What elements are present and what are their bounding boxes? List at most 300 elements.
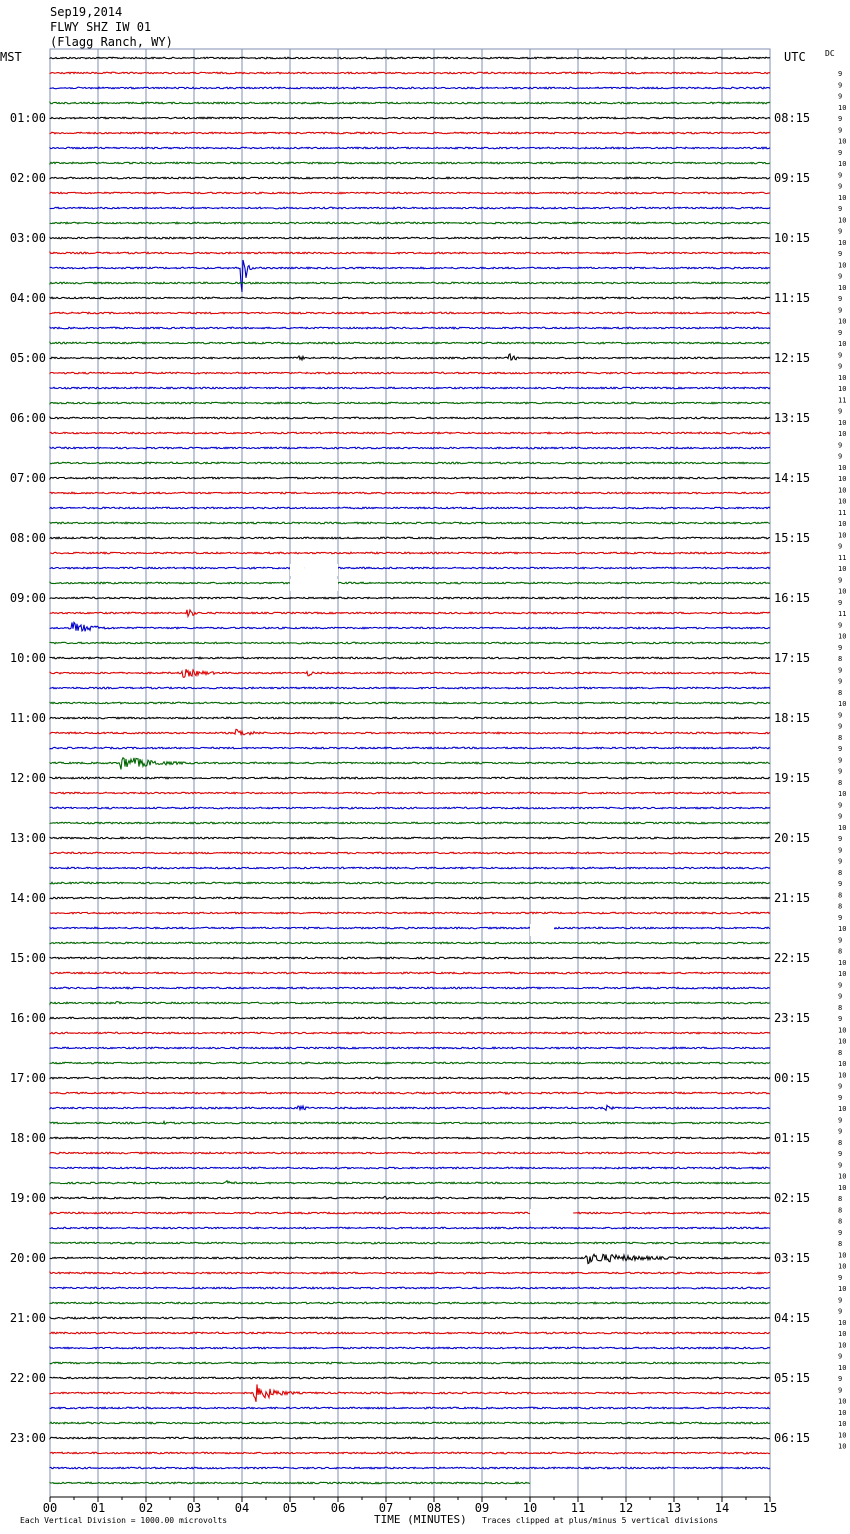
right-hour-label: 09:15 [774, 171, 811, 185]
trace-line [50, 102, 770, 104]
dc-value: 9 [838, 306, 843, 315]
dc-value: 8 [838, 1138, 843, 1147]
trace-line [50, 1062, 770, 1064]
left-hour-label: 21:00 [9, 1311, 46, 1325]
dc-value: 10 [838, 1060, 847, 1068]
x-tick-label: 07 [378, 1501, 394, 1515]
trace-line [50, 669, 770, 677]
dc-value: 10 [838, 216, 847, 225]
x-tick-label: 05 [282, 1501, 298, 1515]
x-tick-label: 02 [138, 1501, 154, 1515]
dc-value: 10 [838, 497, 847, 506]
right-hour-label: 05:15 [774, 1371, 811, 1385]
dc-value: 10 [838, 238, 847, 247]
trace-line [50, 477, 770, 479]
dc-value: 10 [838, 1442, 847, 1451]
dc-value: 9 [838, 711, 843, 720]
trace-line [50, 372, 770, 374]
dc-value: 8 [838, 1240, 843, 1248]
dc-value: 9 [838, 666, 843, 675]
dc-value: 9 [838, 1082, 843, 1091]
trace-line [50, 1077, 770, 1079]
dc-value: 10 [838, 1105, 847, 1113]
dc-value: 10 [838, 418, 847, 427]
left-hour-label: 20:00 [9, 1251, 46, 1265]
trace-line [50, 72, 770, 74]
dc-value: 10 [838, 193, 847, 202]
trace-line [50, 1437, 770, 1439]
left-hour-label: 13:00 [9, 831, 46, 845]
trace-line [50, 657, 770, 659]
dc-value: 9 [838, 643, 843, 652]
dc-value: 9 [838, 880, 843, 888]
right-hour-label: 13:15 [774, 411, 811, 425]
trace-line [50, 642, 770, 644]
trace-line [50, 492, 770, 494]
dc-value: 9 [838, 756, 843, 765]
dc-value: 9 [838, 835, 843, 843]
dc-value: 10 [838, 1420, 847, 1428]
trace-line [50, 222, 770, 224]
dc-value: 10 [838, 486, 847, 495]
dc-value: 9 [838, 92, 843, 101]
dc-value: 9 [838, 767, 843, 776]
right-hour-label: 19:15 [774, 771, 811, 785]
dc-value: 10 [838, 925, 847, 933]
dc-label: DC [825, 49, 835, 58]
trace-line [50, 777, 770, 779]
right-hour-label: 17:15 [774, 651, 811, 665]
right-hour-label: 02:15 [774, 1191, 811, 1205]
dc-value: 9 [838, 205, 843, 213]
dc-value: 10 [838, 1408, 847, 1417]
trace-line [50, 1302, 770, 1304]
trace-line [50, 1105, 770, 1110]
trace-line [50, 252, 770, 254]
right-hour-label: 11:15 [774, 291, 811, 305]
trace-line [50, 987, 770, 989]
dc-value: 9 [838, 1352, 843, 1361]
traces [50, 57, 770, 1484]
trace-line [50, 912, 770, 914]
trace-line [50, 537, 770, 539]
dc-value: 10 [838, 1183, 847, 1192]
x-tick-label: 06 [330, 1501, 346, 1515]
right-hour-label: 15:15 [774, 531, 811, 545]
right-hour-label: 01:15 [774, 1131, 811, 1145]
right-hour-label: 18:15 [774, 711, 811, 725]
dc-value: 10 [838, 565, 847, 573]
trace-line [50, 1152, 770, 1154]
left-hour-label: 09:00 [9, 591, 46, 605]
dc-value: 10 [838, 587, 847, 596]
right-hour-labels [774, 111, 810, 1445]
dc-value: 10 [838, 700, 847, 708]
dc-value: 9 [838, 70, 843, 78]
left-hour-label: 05:00 [9, 351, 46, 365]
dc-value: 9 [838, 857, 843, 866]
dc-value: 8 [838, 1195, 843, 1203]
trace-line [50, 1347, 770, 1349]
dc-value: 10 [838, 790, 847, 798]
dc-value: 8 [838, 1048, 843, 1057]
dc-value: 9 [838, 126, 843, 135]
trace-line [50, 1092, 770, 1094]
trace-line [50, 597, 770, 599]
trace-line [50, 462, 770, 464]
trace-line [50, 87, 770, 89]
trace-line [50, 758, 770, 770]
right-hour-label: 03:15 [774, 1251, 811, 1265]
trace-line [50, 1121, 770, 1124]
x-tick-label: 14 [714, 1501, 730, 1515]
header-location: (Flagg Ranch, WY) [50, 35, 173, 49]
trace-line [50, 342, 770, 344]
dc-value: 8 [838, 947, 843, 956]
dc-value: 8 [838, 891, 843, 900]
dc-value: 9 [838, 328, 843, 337]
left-hour-label: 14:00 [9, 891, 46, 905]
x-tick-label: 12 [618, 1501, 634, 1515]
left-hour-label: 15:00 [9, 951, 46, 965]
trace-line [50, 1467, 770, 1469]
x-tick-label: 08 [426, 1501, 442, 1515]
trace-line [50, 1032, 770, 1034]
trace-line [50, 582, 770, 584]
dc-value: 9 [838, 1116, 843, 1125]
trace-line [50, 507, 770, 509]
dc-value: 8 [838, 1003, 843, 1012]
dc-value: 8 [838, 902, 843, 911]
dc-value: 9 [838, 812, 843, 821]
dc-value: 9 [838, 1161, 843, 1170]
dc-value: 9 [838, 407, 843, 416]
x-tick-label: 09 [474, 1501, 490, 1515]
dc-value: 9 [838, 722, 843, 731]
left-hour-label: 04:00 [9, 291, 46, 305]
dc-value: 9 [838, 598, 843, 607]
dc-value: 9 [838, 1228, 843, 1237]
dc-value: 9 [838, 745, 843, 753]
dc-value: 9 [838, 981, 843, 990]
dc-value: 9 [838, 846, 843, 855]
dc-value: 8 [838, 655, 843, 663]
trace-line [50, 702, 770, 704]
trace-line [50, 1196, 770, 1199]
dc-value: 10 [838, 340, 847, 348]
dc-value: 10 [838, 1318, 847, 1327]
right-hour-label: 00:15 [774, 1071, 811, 1085]
trace-line [50, 1242, 770, 1244]
trace-line [50, 432, 770, 434]
trace-line [50, 927, 770, 929]
dc-value: 11 [838, 610, 847, 618]
header-station: FLWY SHZ IW 01 [50, 20, 152, 34]
trace-line [50, 162, 770, 164]
dc-value: 11 [838, 553, 847, 562]
data-gap [530, 1209, 573, 1221]
x-tick-label: 00 [42, 1501, 58, 1515]
grid [50, 49, 770, 1497]
left-hour-label: 17:00 [9, 1071, 46, 1085]
dc-value: 9 [838, 913, 843, 922]
dc-value: 10 [838, 160, 847, 168]
dc-value: 10 [838, 137, 847, 146]
right-hour-label: 20:15 [774, 831, 811, 845]
right-hour-label: 21:15 [774, 891, 811, 905]
x-tick-label: 01 [90, 1501, 106, 1515]
trace-line [50, 1384, 770, 1401]
dc-value: 10 [838, 430, 847, 438]
left-hour-label: 16:00 [9, 1011, 46, 1025]
trace-line [50, 1227, 770, 1229]
dc-value: 9 [838, 81, 843, 90]
dc-value: 9 [838, 621, 843, 630]
trace-line [50, 1317, 770, 1319]
dc-value: 9 [838, 115, 843, 123]
dc-value: 9 [838, 1296, 843, 1305]
dc-value: 10 [838, 373, 847, 382]
dc-value: 9 [838, 295, 843, 303]
trace-line [50, 822, 770, 824]
dc-value: 9 [838, 936, 843, 945]
dc-value: 10 [838, 463, 847, 472]
left-hour-label: 22:00 [9, 1371, 46, 1385]
trace-line [50, 729, 770, 734]
right-hour-label: 12:15 [774, 351, 811, 365]
trace-line [50, 792, 770, 794]
dc-value: 10 [838, 520, 847, 528]
right-hour-label: 23:15 [774, 1011, 811, 1025]
right-hour-label: 08:15 [774, 111, 811, 125]
trace-line [50, 807, 770, 809]
dc-value: 9 [838, 801, 843, 810]
trace-line [50, 417, 770, 419]
trace-line [50, 177, 770, 179]
trace-line [50, 147, 770, 149]
dc-value: 9 [838, 576, 843, 585]
trace-line [50, 1332, 770, 1334]
left-timezone-label: MST [0, 50, 22, 64]
data-gap [290, 564, 304, 576]
x-tick-label: 11 [570, 1501, 586, 1515]
trace-line [50, 402, 770, 404]
dc-value: 10 [838, 958, 847, 967]
trace-line [50, 567, 770, 569]
right-hour-label: 10:15 [774, 231, 811, 245]
left-hour-label: 02:00 [9, 171, 46, 185]
trace-line [50, 897, 770, 899]
dc-value: 9 [838, 677, 843, 686]
x-tick-label: 15 [762, 1501, 778, 1515]
dc-value: 9 [838, 227, 843, 236]
dc-value: 9 [838, 171, 843, 180]
right-hour-label: 06:15 [774, 1431, 811, 1445]
header-date: Sep19,2014 [50, 5, 123, 19]
trace-line [50, 1407, 770, 1409]
dc-value: 11 [838, 396, 847, 405]
dc-value: 9 [838, 1375, 843, 1383]
trace-line [50, 747, 770, 749]
dc-value: 9 [838, 1307, 843, 1316]
trace-line [50, 882, 770, 884]
dc-value: 10 [838, 261, 847, 270]
dc-value: 10 [838, 1251, 847, 1260]
dc-value: 9 [838, 1386, 843, 1395]
dc-value: 10 [838, 1037, 847, 1046]
trace-line [50, 622, 770, 631]
dc-value: 9 [838, 452, 843, 461]
dc-value: 10 [838, 317, 847, 326]
dc-value: 9 [838, 542, 843, 551]
left-hour-labels [10, 111, 46, 1445]
right-hour-label: 22:15 [774, 951, 811, 965]
trace-line [50, 687, 770, 689]
dc-value: 9 [838, 182, 843, 191]
x-tick-label: 03 [186, 1501, 202, 1515]
left-hour-label: 18:00 [9, 1131, 46, 1145]
trace-line [50, 282, 770, 284]
dc-value: 9 [838, 1093, 843, 1102]
x-axis-title: TIME (MINUTES) [374, 1513, 467, 1526]
left-hour-label: 23:00 [9, 1431, 46, 1445]
footer-clip-note: Traces clipped at plus/minus 5 vertical divisions [482, 1516, 719, 1525]
right-hour-label: 04:15 [774, 1311, 811, 1325]
dc-value: 8 [838, 1217, 843, 1226]
data-gap [290, 579, 338, 591]
dc-value: 9 [838, 1150, 843, 1158]
trace-line [50, 1002, 770, 1004]
trace-line [50, 852, 770, 854]
trace-line [50, 1137, 770, 1139]
dc-value: 11 [838, 508, 847, 517]
dc-values [838, 70, 846, 1451]
dc-value: 10 [838, 632, 847, 641]
dc-value: 10 [838, 1071, 847, 1080]
left-hour-label: 12:00 [9, 771, 46, 785]
trace-line [50, 117, 770, 119]
dc-value: 10 [838, 1285, 847, 1293]
dc-value: 9 [838, 362, 843, 371]
trace-line [50, 237, 770, 239]
data-gap [530, 924, 554, 936]
trace-line [50, 260, 770, 292]
trace-line [50, 1422, 770, 1424]
dc-value: 9 [838, 250, 843, 258]
dc-value: 8 [838, 778, 843, 787]
dc-value: 8 [838, 868, 843, 877]
trace-line [50, 717, 770, 719]
left-hour-label: 11:00 [9, 711, 46, 725]
trace-line [50, 1452, 770, 1454]
trace-line [50, 837, 770, 839]
right-hour-label: 14:15 [774, 471, 811, 485]
dc-value: 9 [838, 992, 843, 1001]
trace-line [50, 1047, 770, 1049]
left-hour-label: 10:00 [9, 651, 46, 665]
trace-line [50, 522, 770, 524]
left-hour-label: 03:00 [9, 231, 46, 245]
dc-value: 9 [838, 441, 843, 450]
trace-line [50, 1377, 770, 1379]
trace-line [50, 1017, 770, 1019]
trace-line [50, 972, 770, 974]
dc-value: 10 [838, 970, 847, 978]
x-tick-label: 04 [234, 1501, 250, 1515]
dc-value: 9 [838, 272, 843, 281]
dc-value: 10 [838, 823, 847, 832]
trace-line [50, 942, 770, 944]
trace-line [50, 354, 770, 360]
trace-line [50, 957, 770, 959]
dc-value: 8 [838, 688, 843, 697]
x-tick-label: 13 [666, 1501, 682, 1515]
right-timezone-label: UTC [784, 50, 806, 64]
trace-line [50, 447, 770, 449]
trace-line [50, 207, 770, 209]
trace-line [50, 387, 770, 389]
left-hour-label: 01:00 [9, 111, 46, 125]
trace-line [50, 1181, 770, 1184]
trace-line [50, 132, 770, 134]
trace-line [50, 610, 770, 617]
left-hour-label: 19:00 [9, 1191, 46, 1205]
dc-value: 10 [838, 385, 847, 393]
right-hour-label: 16:15 [774, 591, 811, 605]
left-hour-label: 08:00 [9, 531, 46, 545]
trace-line [50, 1167, 770, 1169]
dc-value: 9 [838, 1015, 843, 1023]
trace-line [50, 1212, 770, 1214]
plot-frame [50, 49, 770, 1497]
trace-line [50, 1272, 770, 1274]
dc-value: 10 [838, 1026, 847, 1035]
trace-line [50, 1254, 770, 1263]
dc-value: 10 [838, 1363, 847, 1372]
trace-line [50, 1362, 770, 1364]
left-hour-label: 07:00 [9, 471, 46, 485]
dc-value: 10 [838, 1172, 847, 1181]
footer-scale-note: Each Vertical Division = 1000.00 microvolts [20, 1516, 228, 1525]
dc-value: 10 [838, 1341, 847, 1350]
dc-value: 10 [838, 531, 847, 540]
left-hour-label: 06:00 [9, 411, 46, 425]
dc-value: 10 [838, 475, 847, 483]
trace-line [50, 312, 770, 314]
dc-value: 8 [838, 733, 843, 742]
dc-value: 9 [838, 148, 843, 157]
dc-value: 10 [838, 283, 847, 292]
trace-line [50, 297, 770, 299]
dc-value: 8 [838, 1206, 843, 1215]
dc-value: 10 [838, 1262, 847, 1271]
trace-line [50, 57, 770, 59]
trace-line [50, 192, 770, 194]
dc-value: 9 [838, 1273, 843, 1282]
dc-value: 10 [838, 103, 847, 112]
trace-line [50, 867, 770, 869]
trace-line [50, 327, 770, 329]
dc-value: 9 [838, 1127, 843, 1136]
dc-value: 10 [838, 1330, 847, 1338]
dc-value: 9 [838, 351, 843, 360]
x-tick-label: 10 [522, 1501, 538, 1515]
dc-value: 10 [838, 1397, 847, 1406]
dc-value: 10 [838, 1431, 847, 1440]
trace-line [50, 552, 770, 554]
trace-line [50, 1287, 770, 1289]
data-gap [304, 564, 338, 576]
